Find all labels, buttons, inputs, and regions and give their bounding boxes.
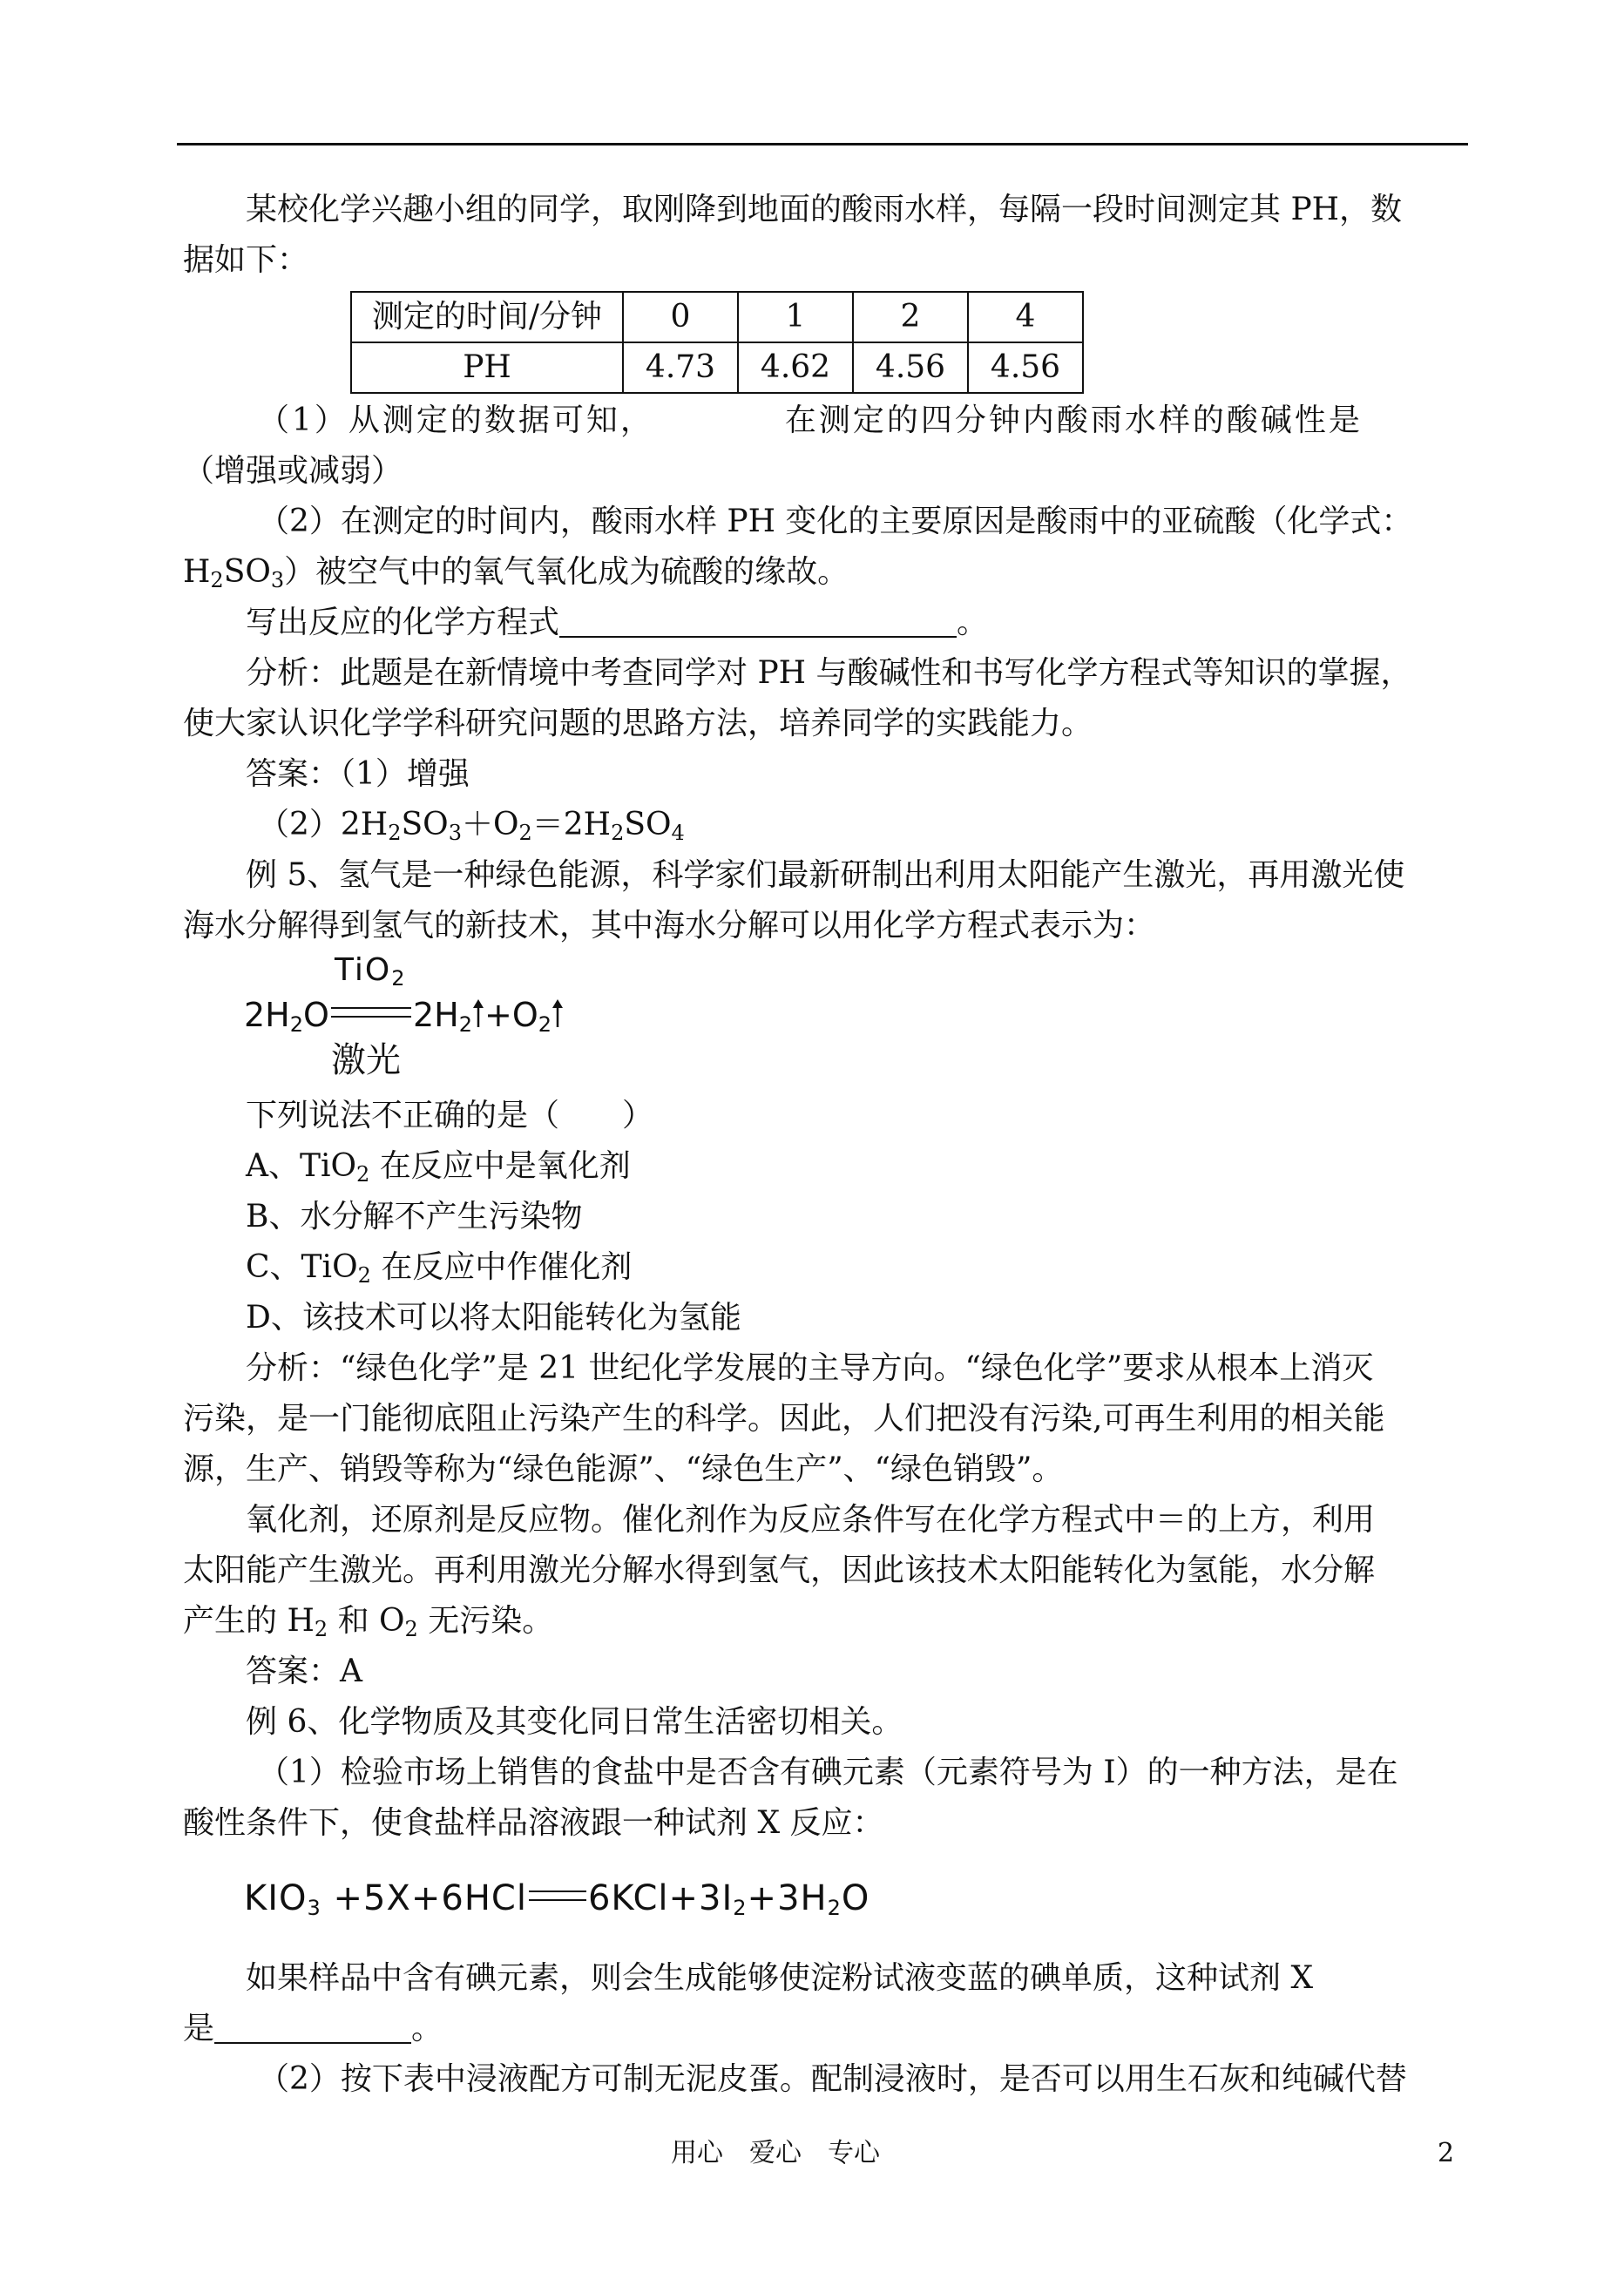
eq2-a-sub: 3 [307, 1896, 321, 1920]
q2-line-1: （2）在测定的时间内，酸雨水样 PH 变化的主要原因是酸雨中的亚硫酸（化学式： [258, 504, 1413, 539]
table-cell-ph-label: PH [351, 342, 623, 393]
eq2-c-sub: 2 [733, 1896, 748, 1920]
header-rule [177, 143, 1468, 145]
ans-s4: 2 [611, 821, 625, 845]
option-b-text: B、水分解不产生污染物 [246, 1199, 583, 1234]
analysis2-line-5: 太阳能产生激光。再利用激光分解水得到氢气，因此该技术太阳能转化为氢能，水分解 [183, 1552, 1376, 1588]
example5-line-1: 例 5、氢气是一种绿色能源，科学家们最新研制出利用太阳能产生激光，再用激光使 [246, 857, 1405, 893]
eq-main-line [244, 993, 564, 1037]
table-cell-ph-0: 4.73 [623, 342, 738, 393]
answer2: 答案：A [246, 1654, 362, 1689]
q2-prompt: 写出反应的化学方程式 [246, 605, 560, 640]
table-row-time [351, 292, 1083, 342]
ans-s3: 2 [518, 821, 532, 845]
table-row-ph [351, 342, 1083, 393]
eq2-d: +3H [747, 1878, 828, 1918]
page-content [183, 185, 1464, 2105]
table-cell-time-2: 2 [853, 292, 968, 342]
q1-line-2: （增强或减弱） [183, 453, 403, 489]
eq-condition: 激光 [331, 1040, 401, 1080]
ans-t3: ＝2H [531, 807, 612, 842]
q1-part-b: 在测定的四分钟内酸雨水样的酸碱性是 [784, 402, 1363, 438]
a6-b: 和 O [328, 1603, 405, 1639]
ans-t0: （2）2H [258, 807, 389, 842]
gas-arrow-up-icon [472, 998, 484, 1028]
option-c-sub: 2 [357, 1263, 371, 1288]
ans-t2: ＋O [461, 807, 519, 842]
double-line-icon [529, 1891, 586, 1901]
page-number: 2 [1438, 2138, 1455, 2168]
eq-left: 2H [244, 996, 290, 1034]
example5-question: 下列说法不正确的是（ ） [246, 1098, 654, 1133]
option-d[interactable] [183, 1293, 1464, 1343]
intro-line-1: 某校化学兴趣小组的同学，取刚降到地面的酸雨水样，每隔一段时间测定其 PH，数 [246, 192, 1403, 227]
q1-part-a: （1）从测定的数据可知， [258, 402, 654, 438]
a6-s2: 2 [404, 1617, 418, 1641]
water-splitting-equation [244, 951, 1464, 1091]
answer1-line-1: 答案：（1）增强 [246, 756, 470, 792]
eq2-e: O [841, 1878, 870, 1918]
option-c[interactable] [183, 1242, 1464, 1293]
table-cell-time-label: 测定的时间/分钟 [351, 292, 623, 342]
eq2-c: 6KCl+3I [587, 1878, 734, 1918]
q2-formula-h: H [183, 554, 211, 590]
option-c-pre: C、TiO [246, 1249, 358, 1285]
eq-r1-sub: 2 [458, 1012, 473, 1037]
iodate-equation [244, 1873, 1464, 1924]
intro-line-2: 据如下： [183, 242, 309, 278]
eq-catalyst-text: TiO [335, 952, 392, 988]
q2-formula-h-sub: 2 [210, 568, 224, 592]
option-a-post: 在反应中是氧化剂 [369, 1148, 631, 1184]
a6-a: 产生的 H [183, 1603, 315, 1639]
gas-arrow-up-icon [551, 998, 564, 1028]
table-cell-time-1: 1 [738, 292, 853, 342]
option-b[interactable] [183, 1192, 1464, 1242]
footer-motto: 用心 爱心 专心 [671, 2138, 880, 2168]
q1-line-1 [183, 396, 1464, 446]
reagent-answer-blank[interactable] [214, 2011, 411, 2044]
a6-s1: 2 [314, 1617, 328, 1641]
q1-line4-end: 。 [411, 2011, 443, 2046]
analysis2-line-4: 氧化剂，还原剂是反应物。催化剂作为反应条件写在化学方程式中＝的上方，利用 [246, 1502, 1376, 1538]
table-cell-time-3: 4 [968, 292, 1083, 342]
table-cell-ph-1: 4.62 [738, 342, 853, 393]
eq-left-sub: 2 [289, 1012, 304, 1037]
ans-t1: SO [401, 807, 449, 842]
option-c-post: 在反应中作催化剂 [370, 1249, 633, 1285]
eq2-a: KIO [244, 1878, 308, 1918]
q2-prompt-line [183, 598, 1464, 648]
table-cell-ph-3: 4.56 [968, 342, 1083, 393]
analysis2-line-1: 分析：“绿色化学”是 21 世纪化学发展的主导方向。“绿色化学”要求从根本上消灭 [246, 1350, 1374, 1386]
analysis2-line-2: 污染，是一门能彻底阻止污染产生的科学。因此，人们把没有污染,可再生利用的相关能 [183, 1401, 1385, 1437]
ans-t4: SO [624, 807, 672, 842]
analysis2-line-3: 源，生产、销毁等称为“绿色能源”、“绿色生产”、“绿色销毁”。 [183, 1451, 1064, 1487]
a6-c: 无污染。 [417, 1603, 554, 1639]
eq-catalyst [335, 951, 407, 990]
equation-answer-blank[interactable] [559, 605, 957, 638]
analysis1-line-2: 使大家认识化学学科研究问题的思路方法，培养同学的实践能力。 [183, 706, 1093, 741]
analysis2-line-6 [183, 1596, 1464, 1647]
q1-line4-text: 是 [183, 2011, 215, 2046]
ph-table-wrap [183, 291, 1464, 394]
analysis1-line-1: 分析：此题是在新情境中考查同学对 PH 与酸碱性和书写化学方程式等知识的掌握， [246, 655, 1412, 691]
example6-q1-line-4 [183, 2004, 1464, 2054]
ph-table [350, 291, 1084, 394]
eq2-d-sub: 2 [827, 1896, 842, 1920]
option-a[interactable] [183, 1141, 1464, 1192]
eq-left-end: O [303, 996, 329, 1034]
eq-r2-sub: 2 [538, 1012, 552, 1037]
q2-line-2 [183, 547, 1464, 598]
option-a-sub: 2 [356, 1162, 370, 1187]
table-cell-time-0: 0 [623, 292, 738, 342]
ans-s2: 3 [448, 821, 462, 845]
example6-q2-line-1: （2）按下表中浸液配方可制无泥皮蛋。配制浸液时，是否可以用生石灰和纯碱代替 [258, 2061, 1407, 2097]
option-a-pre: A、TiO [246, 1148, 357, 1184]
example6-q1-line-3: 如果样品中含有碘元素，则会生成能够使淀粉试液变蓝的碘单质，这种试剂 X [246, 1960, 1314, 1996]
eq-r2: +O [484, 996, 538, 1034]
double-line-icon [331, 1007, 411, 1018]
eq-catalyst-sub: 2 [391, 966, 407, 991]
q2-line-2-rest: ）被空气中的氧气氧化成为硫酸的缘故。 [284, 554, 849, 590]
example5-line-2: 海水分解得到氢气的新技术，其中海水分解可以用化学方程式表示为： [183, 908, 1156, 944]
option-d-text: D、该技术可以将太阳能转化为氢能 [246, 1300, 741, 1336]
q2-prompt-end: 。 [957, 605, 989, 640]
answer1-line-2 [183, 800, 1464, 850]
ans-s5: 4 [671, 821, 685, 845]
q2-formula-so-sub: 3 [270, 568, 285, 592]
q2-formula-so: SO [223, 554, 271, 590]
eq2-b: +5X+6HCl [321, 1878, 527, 1918]
ans-s1: 2 [388, 821, 402, 845]
example6-q1-line-1: （1）检验市场上销售的食盐中是否含有碘元素（元素符号为 I）的一种方法，是在 [258, 1755, 1398, 1790]
table-cell-ph-2: 4.56 [853, 342, 968, 393]
example6-line-1: 例 6、化学物质及其变化同日常生活密切相关。 [246, 1704, 903, 1740]
example6-q1-line-2: 酸性条件下，使食盐样品溶液跟一种试剂 X 反应： [183, 1805, 884, 1841]
eq-r1: 2H [412, 996, 459, 1034]
